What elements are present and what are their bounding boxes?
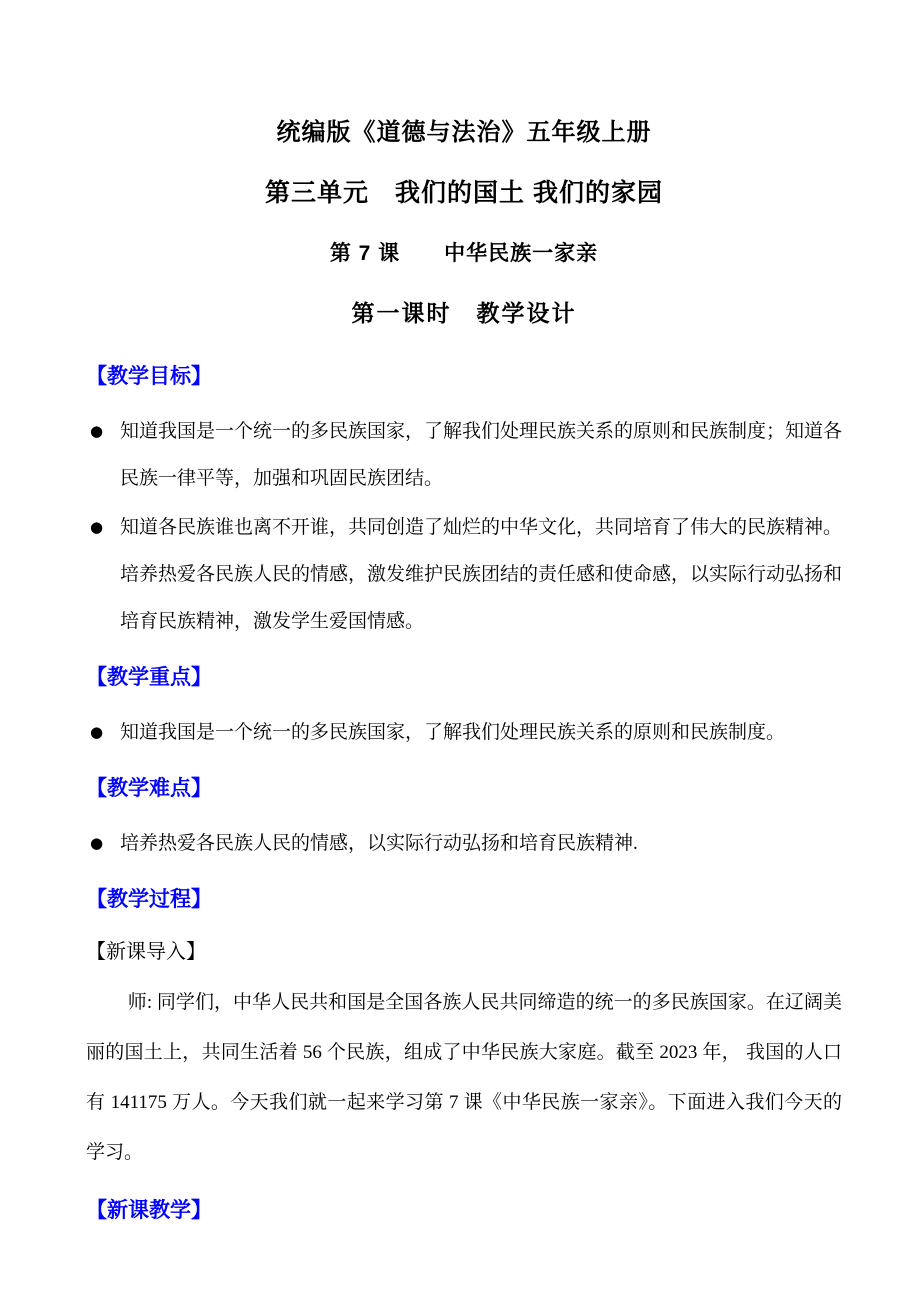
bullet-icon: ● <box>90 834 104 852</box>
section-header-key-points: 【教学重点】 <box>86 666 212 689</box>
doc-title-period: 第一课时 教学设计 <box>351 300 577 326</box>
list-item <box>90 504 842 645</box>
bullet-icon: ● <box>90 518 104 536</box>
doc-title-unit: 第三单元 我们的国土 我们的家园 <box>265 179 663 207</box>
goal-item-text: 知道我国是一个统一的多民族国家，了解我们处理民族关系的原则和民族制度；知道各民族一律平等，加强和巩固民族团结。 <box>120 421 843 489</box>
bullet-icon: ● <box>90 422 104 440</box>
key-point-item-text: 知道我国是一个统一的多民族国家，了解我们处理民族关系的原则和民族制度。 <box>120 722 786 743</box>
difficulty-item-text: 培养热爱各民族人民的情感，以实际行动弘扬和培育民族精神. <box>120 833 638 854</box>
bullet-icon: ● <box>90 723 104 741</box>
doc-title-lesson: 第 7 课 中华民族一家亲 <box>329 242 599 265</box>
section-header-new-lesson: 【新课教学】 <box>86 1199 212 1222</box>
subsection-header-lesson-intro: 【新课导入】 <box>86 941 206 963</box>
doc-title-series: 统编版《道德与法治》五年级上册 <box>276 119 652 146</box>
list-item <box>90 408 842 502</box>
list-item <box>90 709 842 756</box>
section-header-teaching-process: 【教学过程】 <box>86 888 212 911</box>
goal-item-text: 知道各民族谁也离不开谁，共同创造了灿烂的中华文化，共同培育了伟大的民族精神。培养热爱各民族人民的情感，激发维护民族团结的责任感和使命感，以实际行动弘扬和培育民族精神，激发学生爱国情感。 <box>120 517 843 632</box>
teacher-intro-paragraph: 师: 同学们，中华人民共和国是全国各族人民共同缔造的统一的多民族国家。在辽阔美丽的国土上，共同生活着 56 个民族，组成了中华民族大家庭。截至 2023 年， 我国的人口有 141175 万人。今天我们就一起来学习第 7 课《中华民族一家亲》。下面进入我们今天的学习。 <box>86 992 842 1163</box>
list-item <box>90 820 842 867</box>
section-header-teaching-goals: 【教学目标】 <box>86 365 212 388</box>
section-header-difficulties: 【教学难点】 <box>86 777 212 800</box>
